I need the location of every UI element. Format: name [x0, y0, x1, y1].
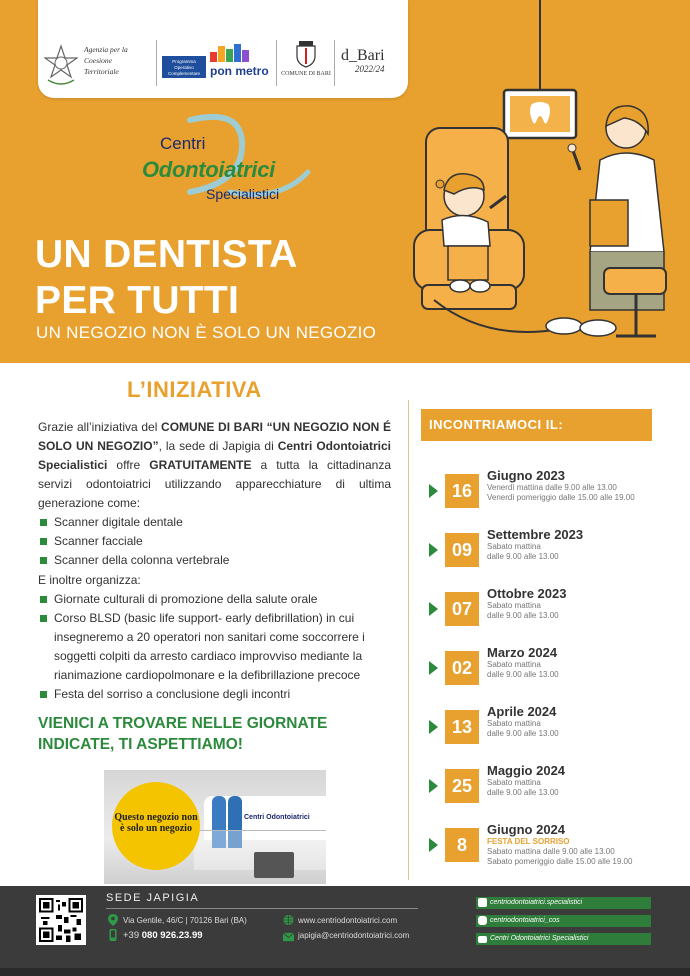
footer: [0, 886, 690, 976]
schedule-header: INCONTRIAMOCI IL:: [421, 409, 652, 441]
date-time-line2: Sabato pomeriggio dalle 15.00 alle 19.00: [487, 857, 633, 866]
play-arrow-icon: [429, 838, 438, 852]
dispenser: [254, 852, 294, 878]
qr-code[interactable]: [36, 895, 86, 945]
date-day: 02: [445, 651, 479, 685]
date-month: Maggio 2024: [487, 763, 566, 778]
bottom-strip: [0, 968, 690, 976]
footer-divider: [106, 908, 418, 909]
intro-bold-org: Centri Odontoiatrici Specialistici: [38, 439, 391, 472]
initiative-title: L’INIZIATIVA: [127, 377, 262, 402]
facebook-icon: [478, 898, 487, 907]
schedule-date-item: [429, 645, 669, 701]
play-arrow-icon: [429, 543, 438, 557]
pon-metro-logo: [210, 44, 270, 90]
programma-operativo-logo: Programma Operativo Complementare: [162, 56, 206, 78]
date-day: 09: [445, 533, 479, 567]
date-day: 07: [445, 592, 479, 626]
date-day: 8: [445, 828, 479, 862]
comune-logo-text: COMUNE DI BARI: [281, 71, 331, 77]
intro-text: a tutta la cittadinanza servizi odontoiatrici utilizzando apparecchiature di ultima generazione come:: [38, 458, 391, 510]
footer-address: Via Gentile, 46/C | 70126 Bari (BA): [123, 916, 247, 925]
date-time-line2: dalle 9.00 alle 13.00: [487, 788, 559, 797]
list-item: Festa del sorriso a conclusione degli incontri: [38, 685, 391, 704]
social-youtube[interactable]: [476, 933, 651, 945]
play-arrow-icon: [429, 484, 438, 498]
date-month: Giugno 2023: [487, 468, 566, 483]
also-organizes-text: E inoltre organizza:: [38, 573, 141, 587]
date-month: Settembre 2023: [487, 527, 584, 542]
list-item: Giornate culturali di promozione della salute orale: [38, 590, 391, 609]
agency-logo-text: Agenzia per la Coesione Territoriale: [84, 45, 128, 76]
footer-phone[interactable]: [123, 930, 203, 941]
footer-email[interactable]: japigia@centriodontoiatrici.com: [298, 931, 410, 940]
email-icon: [283, 931, 294, 943]
date-day: 25: [445, 769, 479, 803]
dentist-illustration: [404, 0, 690, 363]
date-time-line1: Sabato mattina: [487, 660, 541, 669]
location-pin-icon: [108, 914, 118, 926]
globe-icon: [283, 914, 294, 926]
date-time-line1: Sabato mattina dalle 9.00 alle 13.00: [487, 847, 615, 856]
date-time-line1: Sabato mattina: [487, 542, 541, 551]
partner-logos-bar: [38, 0, 408, 98]
italian-republic-emblem-icon: [44, 44, 78, 86]
intro-text: Grazie all’iniziativa del: [38, 420, 162, 434]
date-time-line2: dalle 9.00 alle 13.00: [487, 552, 559, 561]
intro-text: offre: [107, 458, 150, 472]
list-item: Scanner della colonna vertebrale: [38, 551, 391, 570]
photo-banner-text: Centri Odontoiatrici: [244, 814, 310, 821]
yellow-sign: Questo negozio non è solo un negozio: [112, 782, 200, 870]
hero-banner: [0, 0, 690, 363]
phone-number: 080 926.23.99: [141, 930, 203, 941]
intro-text: , la sede di Japigia di: [158, 439, 278, 453]
d-bari-year: 2022/24: [355, 64, 385, 74]
date-time-line1: Venerdì mattina dalle 9.00 alle 13.00: [487, 483, 617, 492]
date-day: 16: [445, 474, 479, 508]
date-time-line2: Venerdì pomeriggio dalle 15.00 alle 19.00: [487, 493, 635, 502]
social-label: centriodontoiatrici_cos: [490, 917, 560, 924]
list-item: Corso BLSD (basic life support- early defibrillation) in cui insegneremo a 20 operatori non sanitari come soccorrere i soggetti colpiti da arresto cardiaco improvviso mediante la rianimazione cardiopolmonare e la defibrillazione precoce: [38, 609, 391, 685]
services-list: [38, 513, 391, 570]
bari-coat-of-arms-icon: [295, 40, 317, 68]
instagram-icon: [478, 916, 487, 925]
date-time-line2: dalle 9.00 alle 13.00: [487, 729, 559, 738]
initiative-intro: [38, 418, 391, 513]
intro-bold-comune: COMUNE DI BARI “UN NEGOZIO NON É SOLO UN NEGOZIO”: [38, 420, 391, 453]
events-list: [38, 590, 391, 704]
org-name-line2: Odontoiatrici: [142, 157, 275, 182]
schedule-date-item: [429, 822, 669, 878]
footer-location-title: SEDE JAPIGIA: [106, 892, 200, 904]
list-item: Scanner facciale: [38, 532, 391, 551]
youtube-icon: [478, 936, 487, 943]
pon-metro-text: pon metro: [210, 64, 269, 78]
date-time-line2: dalle 9.00 alle 13.00: [487, 670, 559, 679]
logo-divider: [334, 40, 335, 86]
footer-website[interactable]: www.centriodontoiatrici.com: [298, 916, 398, 925]
phone-prefix: +39: [123, 930, 140, 941]
org-name-line3: Specialistici: [206, 186, 280, 202]
social-instagram[interactable]: [476, 915, 651, 927]
pon-metro-bars-icon: [210, 44, 270, 62]
d-bari-logo: [341, 48, 385, 94]
play-arrow-icon: [429, 602, 438, 616]
logo-divider: [276, 40, 277, 86]
comune-di-bari-logo: [281, 40, 331, 86]
date-day: 13: [445, 710, 479, 744]
date-event-label: FESTA DEL SORRISO: [487, 837, 570, 846]
social-facebook[interactable]: [476, 897, 651, 909]
schedule-date-item: [429, 763, 669, 819]
call-to-action: VIENICI A TROVARE NELLE GIORNATE INDICATE, TI ASPETTIAMO!: [38, 715, 328, 753]
date-time-line1: Sabato mattina: [487, 601, 541, 610]
schedule-date-item: [429, 586, 669, 642]
org-name-line1: Centri: [160, 134, 206, 153]
phone-icon: [108, 929, 118, 941]
play-arrow-icon: [429, 720, 438, 734]
qr-code-icon: [39, 898, 83, 942]
schedule-date-item: [429, 704, 669, 760]
storefront-photo: [104, 770, 326, 884]
main-title-line2: PER TUTTI: [35, 279, 240, 322]
main-title-line1: UN DENTISTA: [35, 233, 298, 276]
intro-bold-free: GRATUITAMENTE: [149, 458, 252, 472]
list-item: Scanner digitale dentale: [38, 513, 391, 532]
social-label: Centri Odontoiatrici Specialistici: [490, 935, 589, 942]
date-time-line1: Sabato mattina: [487, 778, 541, 787]
column-divider: [408, 400, 409, 880]
d-bari-text: d_Bari: [341, 47, 385, 64]
date-month: Marzo 2024: [487, 645, 558, 660]
date-time-line2: dalle 9.00 alle 13.00: [487, 611, 559, 620]
date-month: Aprile 2024: [487, 704, 557, 719]
schedule-date-item: [429, 468, 669, 524]
play-arrow-icon: [429, 661, 438, 675]
date-month: Ottobre 2023: [487, 586, 567, 601]
date-month: Giugno 2024: [487, 822, 566, 837]
date-time-line1: Sabato mattina: [487, 719, 541, 728]
social-label: centriodontoiatrici.specialistici: [490, 899, 583, 906]
play-arrow-icon: [429, 779, 438, 793]
main-subtitle: UN NEGOZIO NON È SOLO UN NEGOZIO: [36, 323, 377, 342]
schedule-date-item: [429, 527, 669, 583]
logo-divider: [156, 40, 157, 86]
